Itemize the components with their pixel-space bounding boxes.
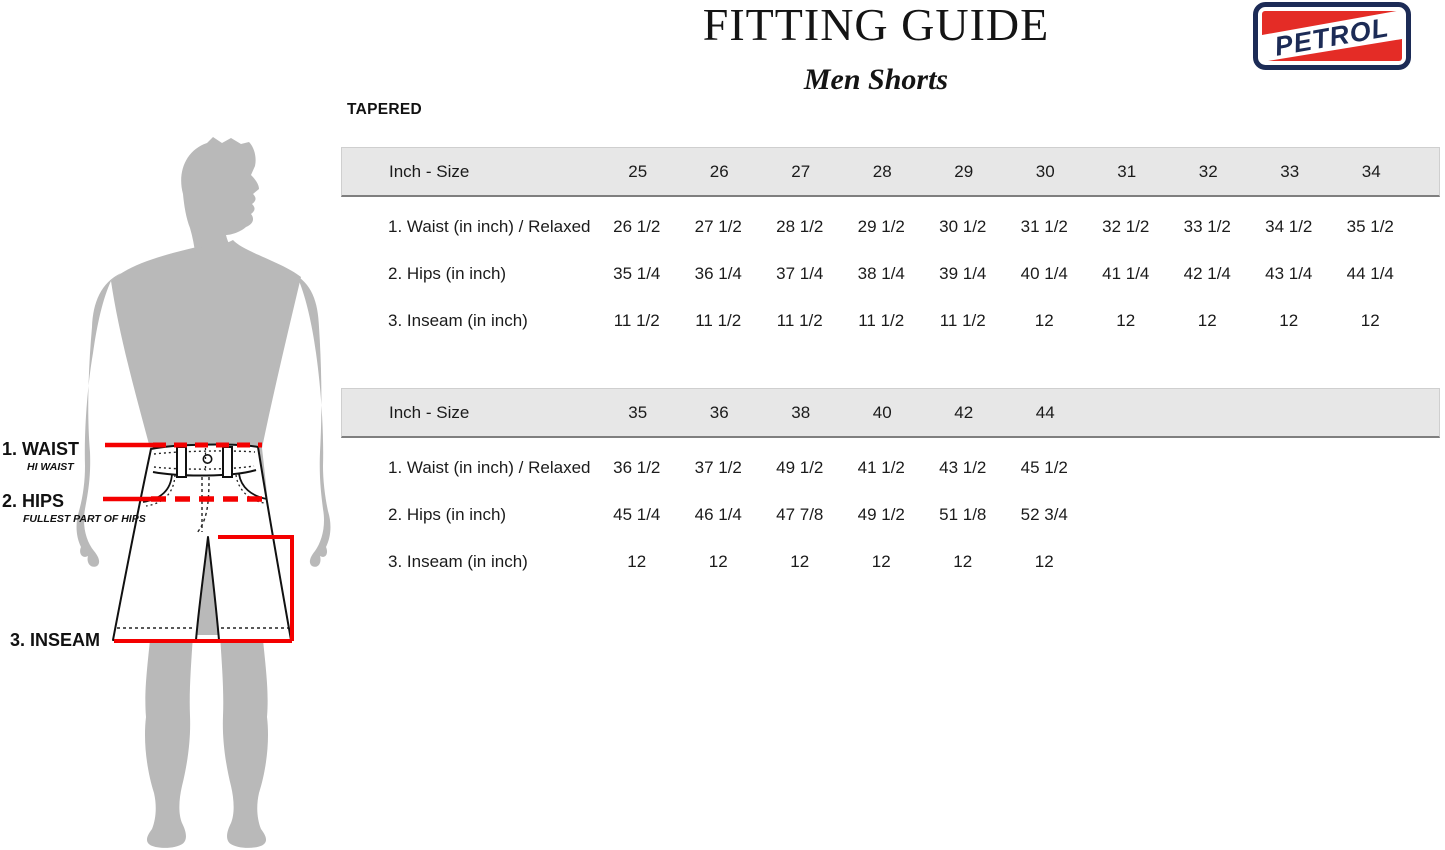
value-cell: 43 1/2 [939, 457, 987, 477]
logo-wordmark: PETROL [1272, 12, 1392, 62]
size-header-cell: 27 [791, 161, 811, 181]
size-header-cell: 29 [954, 161, 974, 181]
table-row [341, 538, 1441, 585]
value-cell: 49 1/2 [857, 504, 905, 524]
size-header-cell: 25 [628, 161, 648, 181]
value-cell: 12 [953, 551, 973, 571]
size-header-cell: 28 [872, 161, 892, 181]
belt-loop-left [177, 447, 186, 477]
table-row [341, 203, 1441, 250]
value-cell: 35 1/4 [613, 263, 661, 283]
value-cell: 52 3/4 [1020, 504, 1068, 524]
title-block [540, 0, 1212, 95]
value-cell: 12 [1034, 310, 1054, 330]
value-cell: 12 [708, 551, 728, 571]
size-table-2 [341, 388, 1441, 585]
value-cell: 11 1/2 [858, 310, 905, 330]
value-cell: 12 [871, 551, 891, 571]
value-cell: 26 1/2 [613, 216, 661, 236]
table-row [341, 491, 1441, 538]
value-cell: 11 1/2 [776, 310, 823, 330]
value-cell: 36 1/4 [694, 263, 742, 283]
value-cell: 12 [1116, 310, 1136, 330]
value-cell: 12 [790, 551, 810, 571]
value-cell: 12 [1197, 310, 1217, 330]
size-header-cell: 32 [1198, 161, 1218, 181]
size-header-cell: 36 [709, 402, 729, 422]
size-table-header [341, 388, 1440, 438]
value-cell: 36 1/2 [613, 457, 661, 477]
value-cell: 49 1/2 [776, 457, 824, 477]
size-header-cell: 33 [1280, 161, 1300, 181]
value-cell: 40 1/4 [1020, 263, 1068, 283]
value-cell: 38 1/4 [857, 263, 905, 283]
value-cell: 47 7/8 [776, 504, 824, 524]
value-cell: 30 1/2 [939, 216, 987, 236]
value-cell: 45 1/4 [613, 504, 661, 524]
petrol-logo [1253, 2, 1411, 70]
value-cell: 31 1/2 [1020, 216, 1068, 236]
silhouette-left-leg [145, 630, 193, 848]
value-cell: 12 [627, 551, 647, 571]
size-table-1 [341, 147, 1441, 344]
page-title: FITTING GUIDE [702, 0, 1050, 50]
table-row [341, 250, 1441, 297]
waist-button [203, 455, 211, 463]
value-cell: 12 [1034, 551, 1054, 571]
belt-loop-right [223, 447, 232, 477]
value-cell: 37 1/2 [694, 457, 742, 477]
size-header-cell: 30 [1035, 161, 1055, 181]
row-label: 1. Waist (in inch) / Relaxed [388, 457, 591, 477]
value-cell: 44 1/4 [1346, 263, 1394, 283]
size-table-body [341, 438, 1441, 585]
hips-sublabel: FULLEST PART OF HIPS [23, 513, 146, 525]
value-cell: 12 [1360, 310, 1380, 330]
value-cell: 39 1/4 [939, 263, 987, 283]
table-row [341, 444, 1441, 491]
value-cell: 42 1/4 [1183, 263, 1231, 283]
waist-sublabel: HI WAIST [27, 461, 74, 473]
silhouette-right-leg [220, 630, 268, 848]
value-cell: 41 1/2 [857, 457, 905, 477]
size-header-cell: 34 [1361, 161, 1381, 181]
value-cell: 37 1/4 [776, 263, 824, 283]
value-cell: 11 1/2 [939, 310, 986, 330]
value-cell: 32 1/2 [1102, 216, 1150, 236]
row-label: 3. Inseam (in inch) [388, 310, 528, 330]
value-cell: 28 1/2 [776, 216, 824, 236]
value-cell: 34 1/2 [1265, 216, 1313, 236]
row-label: 3. Inseam (in inch) [388, 551, 528, 571]
row-label: 2. Hips (in inch) [388, 504, 507, 524]
inseam-label: 3. INSEAM [10, 630, 101, 650]
waist-label: 1. WAIST [2, 439, 80, 459]
body-silhouette-figure [0, 130, 340, 850]
value-cell: 45 1/2 [1020, 457, 1068, 477]
value-cell: 43 1/4 [1265, 263, 1313, 283]
value-cell: 29 1/2 [857, 216, 905, 236]
row-label: 1. Waist (in inch) / Relaxed [388, 216, 591, 236]
value-cell: 27 1/2 [694, 216, 742, 236]
size-header-cell: 44 [1035, 402, 1055, 422]
hips-label: 2. HIPS [2, 491, 65, 511]
size-header-cell: 40 [872, 402, 892, 422]
value-cell: 41 1/4 [1102, 263, 1150, 283]
value-cell: 12 [1279, 310, 1299, 330]
table-row [341, 297, 1441, 344]
size-header-cell: 31 [1117, 161, 1137, 181]
value-cell: 11 1/2 [613, 310, 660, 330]
size-table-body [341, 197, 1441, 344]
table-corner-label: Inch - Size [389, 161, 470, 181]
silhouette-right-arm [292, 273, 330, 567]
size-header-cell: 42 [954, 402, 974, 422]
value-cell: 33 1/2 [1183, 216, 1231, 236]
section-label-tapered: TAPERED [347, 101, 423, 118]
size-header-cell: 38 [791, 402, 811, 422]
size-table-header [341, 147, 1440, 197]
value-cell: 51 1/8 [939, 504, 987, 524]
size-header-cell: 35 [628, 402, 648, 422]
table-corner-label: Inch - Size [389, 402, 470, 422]
size-header-cell: 26 [709, 161, 729, 181]
row-label: 2. Hips (in inch) [388, 263, 507, 283]
value-cell: 46 1/4 [694, 504, 742, 524]
value-cell: 11 1/2 [695, 310, 742, 330]
value-cell: 35 1/2 [1346, 216, 1394, 236]
page-subtitle: Men Shorts [803, 63, 949, 96]
